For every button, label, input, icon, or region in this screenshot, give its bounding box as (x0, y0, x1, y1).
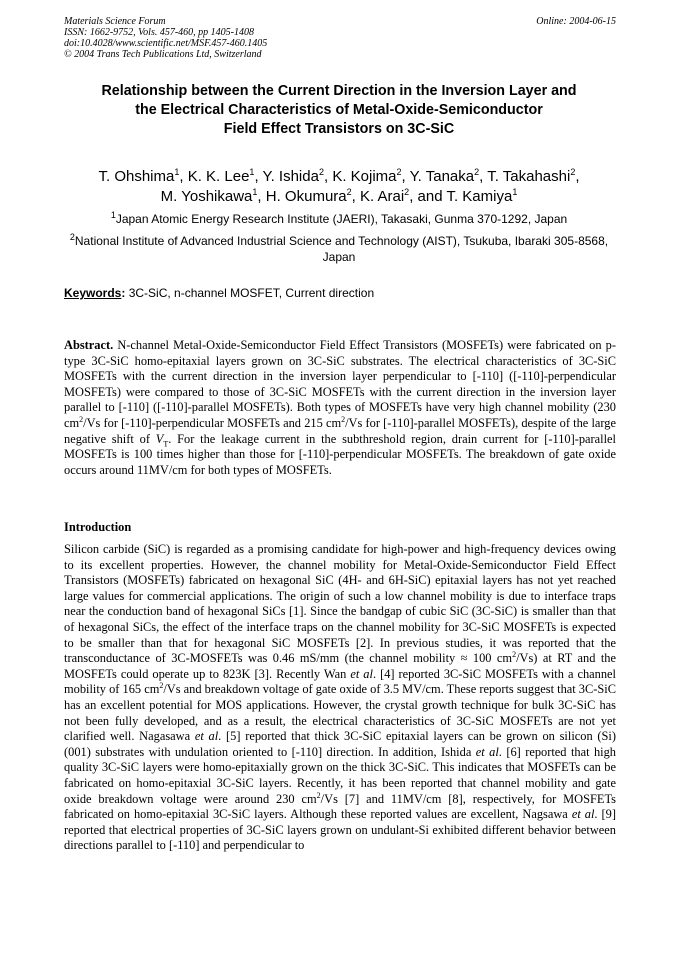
intro-text: . [4] reported 3C-SiC MOSFETs with a channel mobility of 165 cm (64, 666, 617, 697)
doi-line: doi:10.4028/www.scientific.net/MSF.457-460.1405 (64, 38, 268, 49)
author-name: Y. Tanaka (409, 168, 475, 185)
author-name: K. K. Lee (187, 168, 250, 185)
abstract-text: /Vs for [-110]-perpendicular MOSFETs and 215 cm (83, 415, 342, 430)
superscript: 2 (159, 681, 164, 691)
title-line-3: Field Effect Transistors on 3C-SiC (223, 121, 455, 137)
intro-text: /Vs and breakdown voltage of gate oxide of 3.5 MV/cm. These reports suggest that 3C-SiC has an excellent potential for MOS applications. However, the crystal growth technique for bulk 3C-SiC has not been fully developed, and as a result, the electrical characteristics of 3C-SiC MOSFETs are not yet clarified well. Nagasawa (64, 682, 616, 744)
et-al: et al (475, 744, 499, 759)
abstract (64, 338, 616, 478)
intro-text: /Vs) at RT and the MOSFETs could operate up to 823K [3]. Recently Wan (64, 651, 616, 681)
superscript: 2 (512, 650, 517, 660)
intro-text: . [6] reported that high quality 3C-SiC layers were homo-epitaxially grown on the thick 3C-SiC. This indicates that MOSFETs can be fabricated on homo-epitaxial 3C-SiC layers. Recently, it has been reported that channel mobility and gate oxide breakdown voltage were around 230 cm (64, 744, 616, 806)
keywords: Keywords: 3C-SiC, n-channel MOSFET, Current direction (64, 286, 375, 300)
abstract-label: Abstract. (64, 338, 114, 352)
author-affiliation-mark: 1 (252, 187, 258, 197)
affiliation-number: 1 (110, 210, 116, 220)
introduction-body (64, 542, 616, 854)
author-affiliation-mark: 2 (570, 167, 576, 177)
author-name: T. Kamiya (446, 188, 513, 205)
author-list: T. Ohshima$^1$, K. K. Lee$^1$, Y. Ishida$^2$, K. Kojima$^2$, Y. Tanaka$^2$, T. Takahashi$^2$, M. Yoshikawa$^1$, H. Okumura$^2$, K. Arai$^2$, and T. Kamiya$^1$ (98, 167, 580, 205)
author-affiliation-mark: 2 (318, 167, 324, 177)
journal-header (64, 16, 616, 60)
abstract-text: N-channel Metal-Oxide-Semiconductor Field Effect Transistors (MOSFETs) were fabricated on p-type 3C-SiC homo-epitaxial layers grown on 3C-SiC substrates. The electrical characteristics of 3C-SiC MOSFETs with the current direction in the inversion layer perpendicular to [-110] ([-110]-perpendicular MOSFETs) were compared to those of 3C-SiC MOSFETs with the current direction in the inversion layer parallel to [-110] ([-110]-parallel MOSFETs). Both types of MOSFETs have very high channel mobility (230 cm (64, 338, 616, 430)
et-al: et al (194, 729, 219, 744)
affiliation-text: Japan Atomic Energy Research Institute (JAERI), Takasaki, Gunma 370-1292, Japan (115, 212, 568, 226)
abstract-text: . For the leakage current in the subthreshold region, drain current for [-110]-parallel MOSFETs is 100 times higher than those for [-110]-perpendicular MOSFETs. The breakdown of gate oxide occurs around 11MV/cm for both types of MOSFETs. (64, 431, 616, 477)
author-name: T. Ohshima (98, 168, 175, 185)
author-affiliation-mark: 1 (512, 187, 518, 197)
affiliation-number: 2 (69, 232, 75, 242)
et-al: et al (350, 666, 373, 681)
issn-line: ISSN: 1662-9752, Vols. 457-460, pp 1405-1408 (64, 27, 254, 38)
author-name: M. Yoshikawa (160, 188, 253, 205)
paper-title (50, 82, 628, 139)
subscript-t: T (163, 439, 169, 449)
intro-text: /Vs [7] and 11MV/cm [8], respectively, for MOSFETs fabricated on homo-epitaxial 3C-SiC layers. Although these reported values are excellent, Nagsawa (64, 791, 616, 822)
online-date: Online: 2004-06-15 (536, 16, 616, 27)
author-affiliation-mark: 2 (396, 167, 402, 177)
keywords-text: 3C-SiC, n-channel MOSFET, Current direction (125, 286, 375, 300)
symbol-v: V (155, 431, 164, 446)
author-affiliation-mark: 2 (346, 187, 352, 197)
title-line-2: the Electrical Characteristics of Metal-Oxide-Semiconductor (135, 102, 543, 118)
copyright-line: © 2004 Trans Tech Publications Ltd, Switzerland (64, 49, 262, 60)
author-affiliation-mark: 1 (249, 167, 255, 177)
affiliation-text: National Institute of Advanced Industrial Science and Technology (AIST), Tsukuba, Ibaraki 305-8568, Japan (74, 234, 609, 264)
superscript: 2 (316, 790, 321, 800)
author-name: K. Arai (359, 188, 405, 205)
author-name: T. Takahashi (487, 168, 571, 185)
affiliation-1 (60, 211, 618, 227)
author-affiliation-mark: 1 (174, 167, 180, 177)
intro-text: . [5] reported that thick 3C-SiC epitaxial layers can be grown on silicon (Si) (001) substrates with undulation oriented to [-110] direction. In addition, Ishida (64, 729, 616, 759)
abstract-text: /Vs for [-110]-parallel MOSFETs), despite of the large negative shift of (64, 415, 616, 446)
superscript: 2 (79, 414, 84, 424)
intro-text: Silicon carbide (SiC) is regarded as a promising candidate for high-power and high-frequency devices owing to its excellent properties. However, the channel mobility for Metal-Oxide-Semiconductor Field Effect Transistors (MOSFETs) fabricated on hexagonal SiC (4H- and 6H-SiC) epitaxial layers has not yet reached large values for commercial applications. The origin of such a low channel mobility is due to interface traps near the conduction band of hexagonal SiCs [1]. Since the bandgap of cubic SiC (3C-SiC) is smaller than that of hexagonal SiCs, the effect of the interface traps on the channel mobility for 3C-SiC MOSFETs is expected to be smaller than that for hexagonal SiC MOSFETs [2]. In previous studies, it was reported that the transconductance of 3C-MOSFETs was 0.46 mS/mm (the channel mobility ≈ 100 cm (64, 542, 616, 666)
et-al: et al (571, 807, 595, 822)
keywords-label: Keywords (64, 286, 122, 300)
section-heading-introduction: Introduction (64, 520, 132, 534)
superscript: 2 (341, 414, 346, 424)
title-line-1: Relationship between the Current Direction in the Inversion Layer and (101, 83, 577, 99)
author-name: K. Kojima (332, 168, 397, 185)
journal-name: Materials Science Forum (64, 16, 166, 27)
author-name: Y. Ishida (262, 168, 319, 185)
intro-text: . [9] reported that electrical properties of 3C-SiC layers grown on undulant-Si exhibited different behavior between directions parallel to [-110] and perpendicular to (64, 807, 616, 853)
author-name: H. Okumura (265, 188, 347, 205)
author-affiliation-mark: 2 (474, 167, 480, 177)
author-affiliation-mark: 2 (404, 187, 410, 197)
affiliation-2 (60, 233, 618, 265)
